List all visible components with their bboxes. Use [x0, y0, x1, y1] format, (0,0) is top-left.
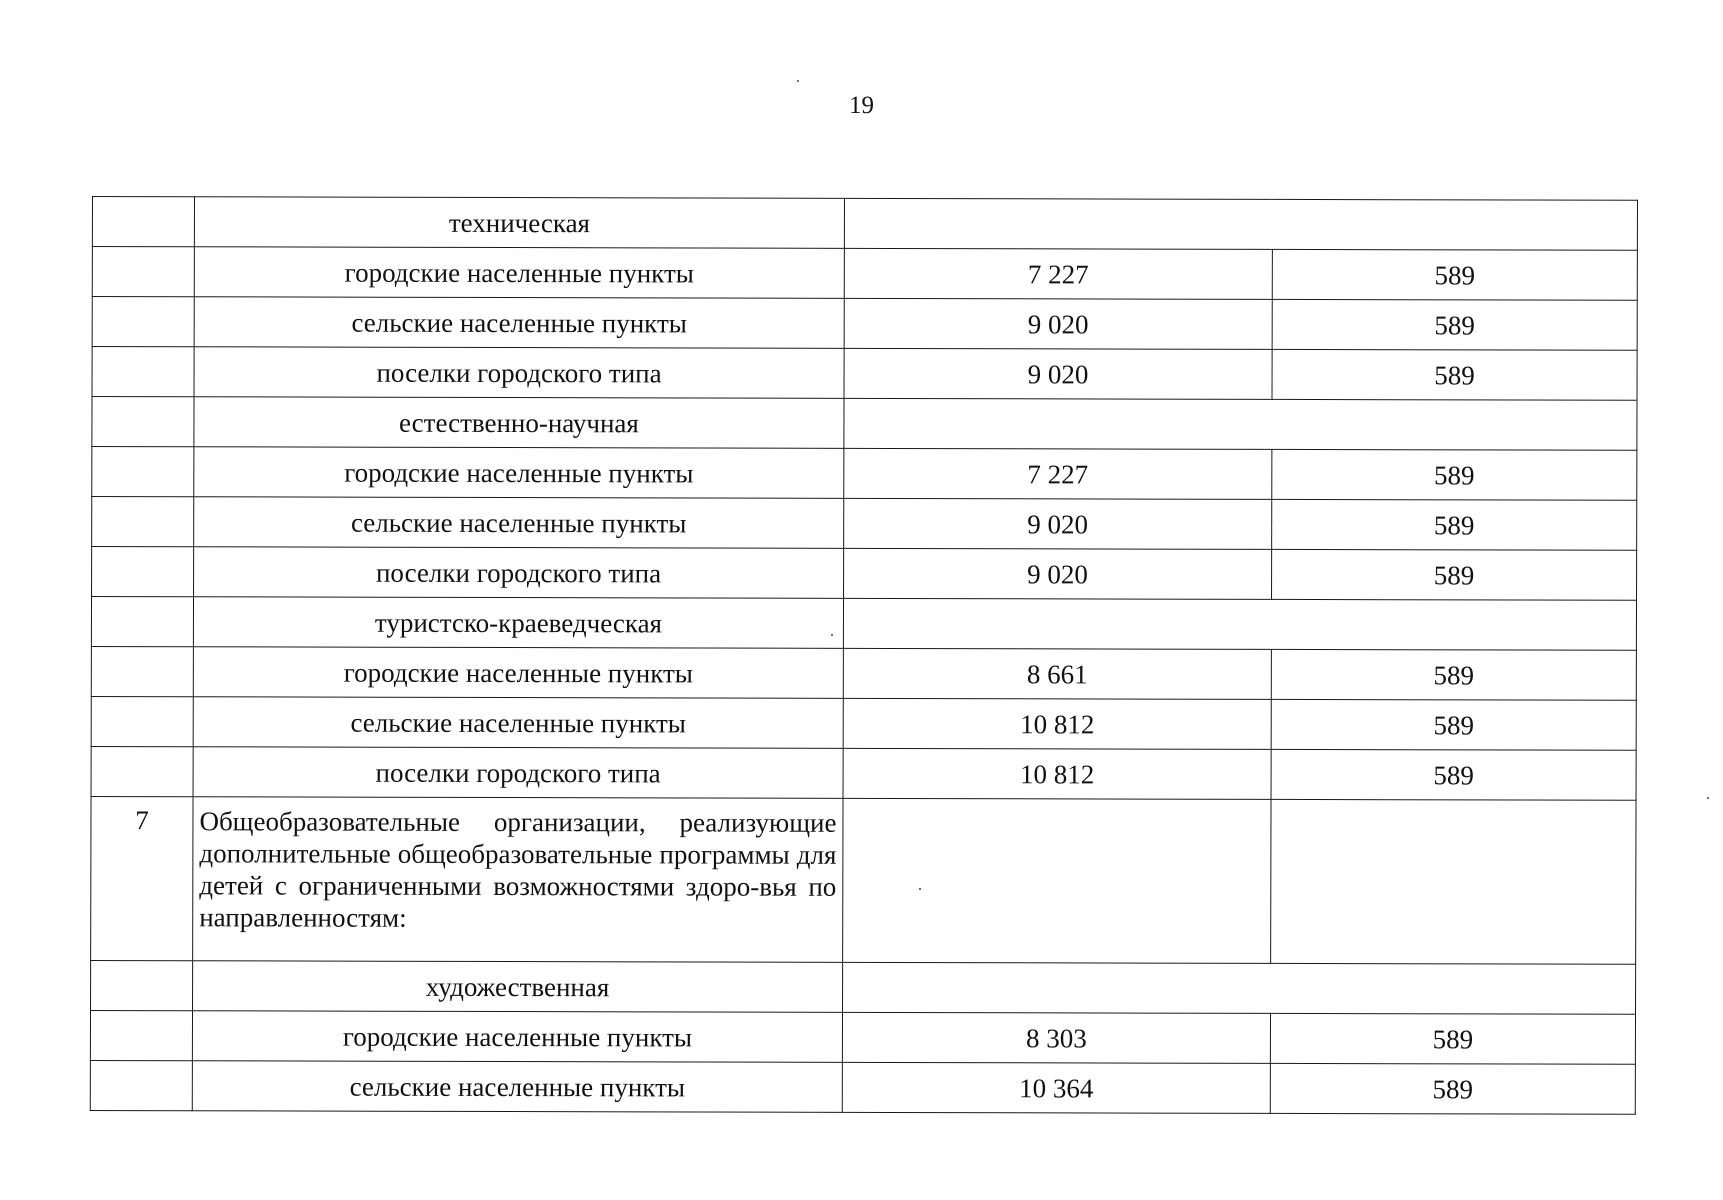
value-cell-1: 9 020: [844, 548, 1272, 599]
row-number-cell: [91, 746, 193, 796]
value-cell-1: 10 812: [843, 748, 1271, 799]
row-number-cell: [90, 1010, 192, 1060]
row-number-cell: [92, 347, 194, 397]
settlement-type-label: поселки городского типа: [193, 747, 843, 799]
table-row: [92, 247, 1637, 301]
row-number-cell: [90, 1060, 192, 1110]
value-cell-1: 9 020: [844, 498, 1272, 549]
table-row: [92, 447, 1637, 501]
value-cell-2: 589: [1271, 649, 1636, 700]
tariff-table-body: [90, 197, 1637, 1115]
value-cell-2: 589: [1272, 449, 1637, 500]
row-number-cell: [92, 297, 194, 347]
value-cell-1: 8 661: [843, 648, 1271, 699]
scan-speck: [797, 80, 799, 82]
settlement-type-label: поселки городского типа: [194, 347, 844, 399]
scan-speck: [1707, 797, 1709, 799]
section-label: туристско-краеведческая: [193, 597, 843, 649]
row-number-cell: [92, 197, 194, 247]
value-cell-2: 589: [1272, 349, 1637, 400]
settlement-type-label: поселки городского типа: [194, 547, 844, 599]
row-number-cell: [92, 247, 194, 297]
value-cell-2: 589: [1271, 749, 1636, 800]
value-cell-1: 9 020: [844, 298, 1272, 349]
table-row: [91, 646, 1636, 700]
row-number-cell: [91, 597, 193, 647]
table-row-section: [92, 197, 1637, 251]
table-row: [92, 297, 1637, 351]
row-number-cell: [92, 497, 194, 547]
section-label: художественная: [193, 961, 843, 1013]
value-cell-2: 589: [1270, 1063, 1635, 1114]
settlement-type-label: сельские населенные пункты: [192, 1061, 842, 1113]
value-cell-2: [1271, 799, 1636, 964]
table-row-item: [91, 796, 1636, 964]
value-cell-2: 589: [1270, 1013, 1635, 1064]
page-number: 19: [849, 92, 874, 119]
row-number-cell: [92, 447, 194, 497]
value-cell-2: 589: [1272, 549, 1637, 600]
item-number-cell: 7: [91, 796, 193, 960]
row-number-cell: [92, 547, 194, 597]
table-row-section: [91, 960, 1636, 1014]
value-cell-2: 589: [1271, 699, 1636, 750]
table-row: [90, 1060, 1635, 1114]
value-cell-1: 10 812: [843, 698, 1271, 749]
row-number-cell: [91, 646, 193, 696]
section-label: естественно-научная: [194, 397, 844, 449]
settlement-type-label: городские населенные пункты: [194, 247, 844, 299]
empty-value-cell: [843, 598, 1636, 650]
row-number-cell: [92, 397, 194, 447]
table-row-section: [91, 597, 1636, 651]
settlement-type-label: городские населенные пункты: [194, 447, 844, 499]
table-row: [91, 696, 1636, 750]
value-cell-1: [843, 798, 1271, 963]
settlement-type-label: городские населенные пункты: [193, 647, 843, 699]
tariff-table: [90, 196, 1638, 1115]
settlement-type-label: городские населенные пункты: [192, 1011, 842, 1063]
empty-value-cell: [843, 962, 1636, 1014]
empty-value-cell: [844, 198, 1637, 250]
empty-value-cell: [844, 398, 1637, 450]
table-row: [92, 347, 1637, 401]
settlement-type-label: сельские населенные пункты: [194, 297, 844, 349]
table-row-section: [92, 397, 1637, 451]
value-cell-2: 589: [1272, 249, 1637, 300]
value-cell-1: 10 364: [842, 1062, 1270, 1113]
table-row: [91, 746, 1636, 800]
value-cell-2: 589: [1272, 299, 1637, 350]
value-cell-1: 7 227: [844, 448, 1272, 499]
row-number-cell: [91, 696, 193, 746]
value-cell-1: 9 020: [844, 348, 1272, 399]
settlement-type-label: сельские населенные пункты: [194, 497, 844, 549]
row-number-cell: [91, 960, 193, 1010]
value-cell-1: 7 227: [844, 248, 1272, 299]
value-cell-1: 8 303: [842, 1012, 1270, 1063]
table-row: [92, 497, 1637, 551]
settlement-type-label: сельские населенные пункты: [193, 697, 843, 749]
value-cell-2: 589: [1272, 499, 1637, 550]
table-row: [90, 1010, 1635, 1064]
item-description: Общеобразовательные организации, реализующие дополнительные общеобразовательные программы для детей с ограниченными возможностями здоро-вья по направленностям:: [193, 797, 843, 963]
table-row: [92, 547, 1637, 601]
section-label: техническая: [194, 197, 844, 249]
